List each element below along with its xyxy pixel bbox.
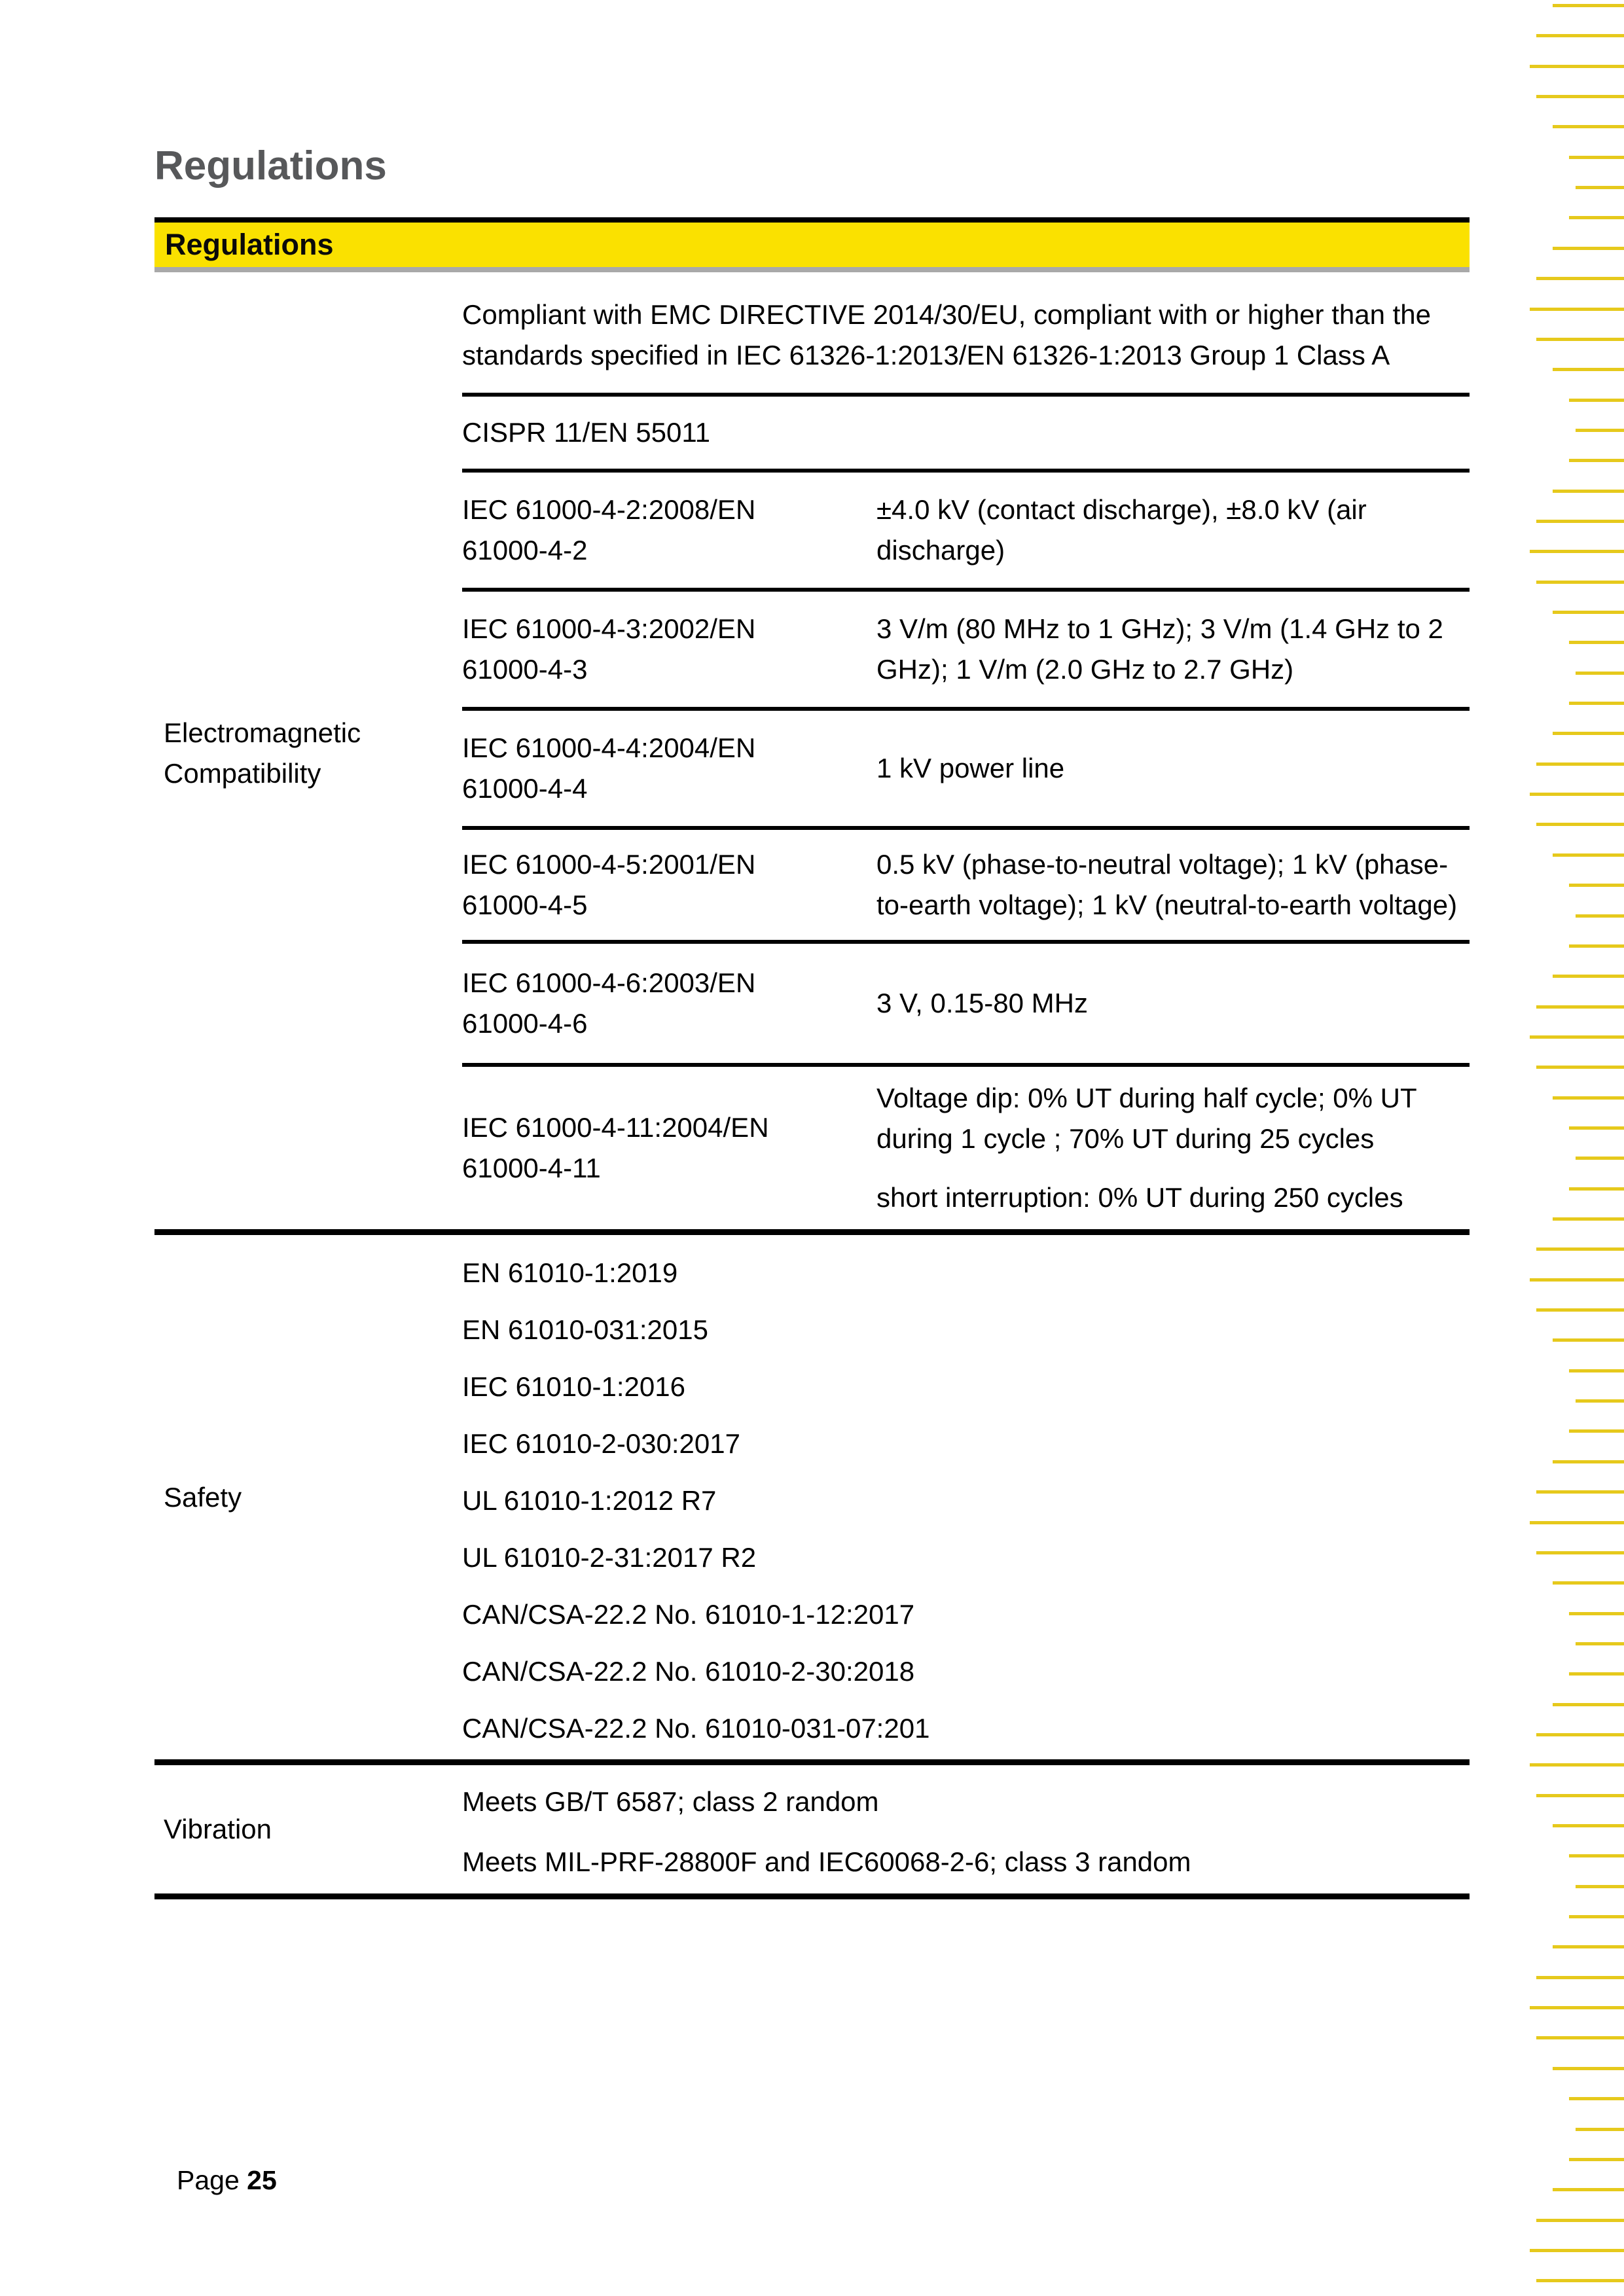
yellow-dash	[1536, 1005, 1624, 1009]
safety-label-text: Safety	[164, 1481, 242, 1513]
header-bar-body	[154, 223, 1470, 267]
table-row	[462, 1063, 1470, 1229]
yellow-dash	[1553, 2067, 1624, 2070]
yellow-dash	[1569, 399, 1624, 402]
yellow-dash	[1536, 581, 1624, 584]
yellow-dash	[1576, 429, 1624, 432]
footer-page-label: Page	[177, 2165, 247, 2195]
yellow-dash	[1553, 247, 1624, 250]
yellow-dash	[1553, 4, 1624, 7]
table-row	[462, 278, 1470, 393]
yellow-dash	[1553, 1581, 1624, 1585]
footer-page-number: 25	[247, 2165, 277, 2195]
regulations-table	[154, 278, 1470, 1899]
section-header-bar	[154, 217, 1470, 272]
value-cell: ±4.0 kV (contact discharge), ±8.0 kV (air discharge)	[876, 494, 1367, 565]
yellow-dash	[1536, 1551, 1624, 1554]
page-footer	[177, 2165, 277, 2196]
yellow-dash	[1569, 2158, 1624, 2161]
list-item: Meets MIL-PRF-28800F and IEC60068-2-6; class 3 random	[462, 1846, 1191, 1877]
vibration-section	[154, 1759, 1470, 1893]
safety-section-content	[462, 1235, 1470, 1759]
yellow-dash	[1530, 2249, 1624, 2252]
yellow-dash	[1553, 490, 1624, 493]
yellow-dash	[1569, 1187, 1624, 1191]
yellow-dash	[1536, 823, 1624, 826]
yellow-dash	[1536, 1308, 1624, 1312]
standard-cell: IEC 61000-4-3:2002/EN 61000-4-3	[462, 613, 756, 685]
yellow-dash	[1536, 2036, 1624, 2039]
yellow-dash	[1536, 1794, 1624, 1797]
yellow-dash	[1569, 944, 1624, 948]
yellow-dash	[1553, 611, 1624, 614]
vibration-section-label	[154, 1765, 462, 1893]
yellow-dash	[1553, 732, 1624, 735]
list-item: UL 61010-1:2012 R7	[462, 1484, 717, 1516]
yellow-dash	[1576, 1642, 1624, 1645]
list-item: IEC 61010-2-030:2017	[462, 1427, 740, 1459]
yellow-dash	[1536, 2279, 1624, 2282]
table-row	[462, 469, 1470, 588]
value-cell	[876, 1078, 1470, 1218]
yellow-dash	[1576, 1885, 1624, 1888]
yellow-dash	[1536, 1247, 1624, 1251]
yellow-dash	[1536, 34, 1624, 37]
yellow-dash	[1569, 702, 1624, 705]
yellow-dash	[1553, 1338, 1624, 1342]
yellow-dash	[1536, 1066, 1624, 1069]
yellow-dash	[1553, 1824, 1624, 1827]
vibration-section-content	[462, 1765, 1470, 1893]
yellow-dash	[1536, 520, 1624, 523]
value-cell: 3 V/m (80 MHz to 1 GHz); 3 V/m (1.4 GHz to 2 GHz); 1 V/m (2.0 GHz to 2.7 GHz)	[876, 613, 1443, 685]
yellow-dash	[1530, 1278, 1624, 1282]
safety-section-label	[154, 1235, 462, 1759]
yellow-dash	[1536, 277, 1624, 280]
list-item: IEC 61010-1:2016	[462, 1371, 685, 1402]
yellow-dash	[1536, 1733, 1624, 1736]
emc-label-text: Electromagnetic Compatibility	[164, 717, 361, 789]
yellow-dash	[1569, 1672, 1624, 1676]
value-cell: 3 V, 0.15-80 MHz	[876, 988, 1088, 1018]
yellow-dash	[1553, 368, 1624, 371]
yellow-dash	[1569, 2097, 1624, 2100]
standard-cell: IEC 61000-4-11:2004/EN 61000-4-11	[462, 1112, 769, 1183]
standard-cell: IEC 61000-4-5:2001/EN 61000-4-5	[462, 849, 756, 920]
table-row	[462, 940, 1470, 1063]
yellow-dash	[1530, 1763, 1624, 1767]
section-header-title: Regulations	[165, 228, 334, 261]
yellow-dash	[1553, 2188, 1624, 2191]
yellow-dash	[1536, 1976, 1624, 1979]
yellow-dash	[1569, 1612, 1624, 1615]
yellow-dash	[1530, 793, 1624, 796]
yellow-dash	[1536, 2219, 1624, 2222]
emc-section-label	[154, 278, 462, 1229]
yellow-dash	[1530, 1521, 1624, 1524]
standard-cell: IEC 61000-4-6:2003/EN 61000-4-6	[462, 967, 756, 1039]
yellow-dash	[1569, 459, 1624, 462]
value-cell: 1 kV power line	[876, 753, 1065, 783]
table-bottom-rule	[154, 1893, 1470, 1899]
standard-cell: IEC 61000-4-2:2008/EN 61000-4-2	[462, 494, 756, 565]
yellow-dash	[1553, 1945, 1624, 1948]
yellow-dash	[1569, 1854, 1624, 1857]
yellow-dash	[1553, 975, 1624, 978]
yellow-dash	[1553, 1096, 1624, 1100]
list-item: CAN/CSA-22.2 No. 61010-1-12:2017	[462, 1598, 915, 1630]
list-item: Meets GB/T 6587; class 2 random	[462, 1786, 879, 1817]
yellow-dash	[1536, 762, 1624, 766]
yellow-dash	[1530, 550, 1624, 553]
yellow-dash	[1576, 186, 1624, 189]
cispr-cell: CISPR 11/EN 55011	[462, 417, 710, 448]
emc-section	[154, 278, 1470, 1229]
yellow-dash	[1536, 95, 1624, 98]
yellow-dash	[1553, 1217, 1624, 1221]
yellow-dash	[1569, 641, 1624, 644]
yellow-dash	[1553, 1460, 1624, 1463]
yellow-dash	[1569, 1369, 1624, 1372]
yellow-dash	[1576, 672, 1624, 675]
table-row	[462, 393, 1470, 469]
header-shadow-rule	[154, 267, 1470, 272]
yellow-dash	[1553, 853, 1624, 857]
yellow-dash	[1536, 338, 1624, 341]
yellow-dash	[1536, 1490, 1624, 1494]
emc-intro-cell: Compliant with EMC DIRECTIVE 2014/30/EU, compliant with or higher than the standards specified in IEC 61326-1:2013/EN 61326-1:2013 Group 1 Class A	[462, 299, 1431, 370]
yellow-dash	[1576, 914, 1624, 918]
value-paragraph: Voltage dip: 0% UT during half cycle; 0% UT during 1 cycle ; 70% UT during 25 cycles	[876, 1083, 1416, 1154]
table-row	[462, 826, 1470, 940]
emc-section-content	[462, 278, 1470, 1229]
vibration-label-text: Vibration	[164, 1814, 272, 1844]
list-item: CAN/CSA-22.2 No. 61010-031-07:201	[462, 1712, 930, 1744]
list-item: EN 61010-031:2015	[462, 1314, 708, 1345]
value-paragraph: short interruption: 0% UT during 250 cycles	[876, 1182, 1403, 1213]
yellow-dash	[1576, 1157, 1624, 1160]
yellow-dash	[1569, 884, 1624, 887]
list-item: EN 61010-1:2019	[462, 1257, 678, 1288]
standard-cell: IEC 61000-4-4:2004/EN 61000-4-4	[462, 732, 756, 804]
yellow-dash	[1569, 1429, 1624, 1433]
list-item: UL 61010-2-31:2017 R2	[462, 1541, 757, 1573]
yellow-dash	[1530, 308, 1624, 311]
page-title: Regulations	[154, 143, 387, 188]
yellow-dash	[1530, 65, 1624, 68]
table-row	[462, 588, 1470, 707]
value-cell: 0.5 kV (phase-to-neutral voltage); 1 kV (phase-to-earth voltage); 1 kV (neutral-to-earth voltage)	[876, 849, 1458, 920]
list-item: CAN/CSA-22.2 No. 61010-2-30:2018	[462, 1655, 915, 1687]
yellow-dash	[1569, 156, 1624, 159]
yellow-dash	[1569, 216, 1624, 219]
yellow-dash	[1530, 2006, 1624, 2009]
safety-section	[154, 1229, 1470, 1759]
header-top-rule	[154, 217, 1470, 223]
yellow-dash	[1569, 1126, 1624, 1130]
yellow-dash	[1569, 1915, 1624, 1918]
yellow-dash	[1553, 125, 1624, 128]
yellow-dash	[1576, 2128, 1624, 2131]
yellow-dash	[1553, 1703, 1624, 1706]
yellow-dash	[1576, 1399, 1624, 1403]
table-row	[462, 707, 1470, 826]
yellow-dash	[1530, 1035, 1624, 1039]
